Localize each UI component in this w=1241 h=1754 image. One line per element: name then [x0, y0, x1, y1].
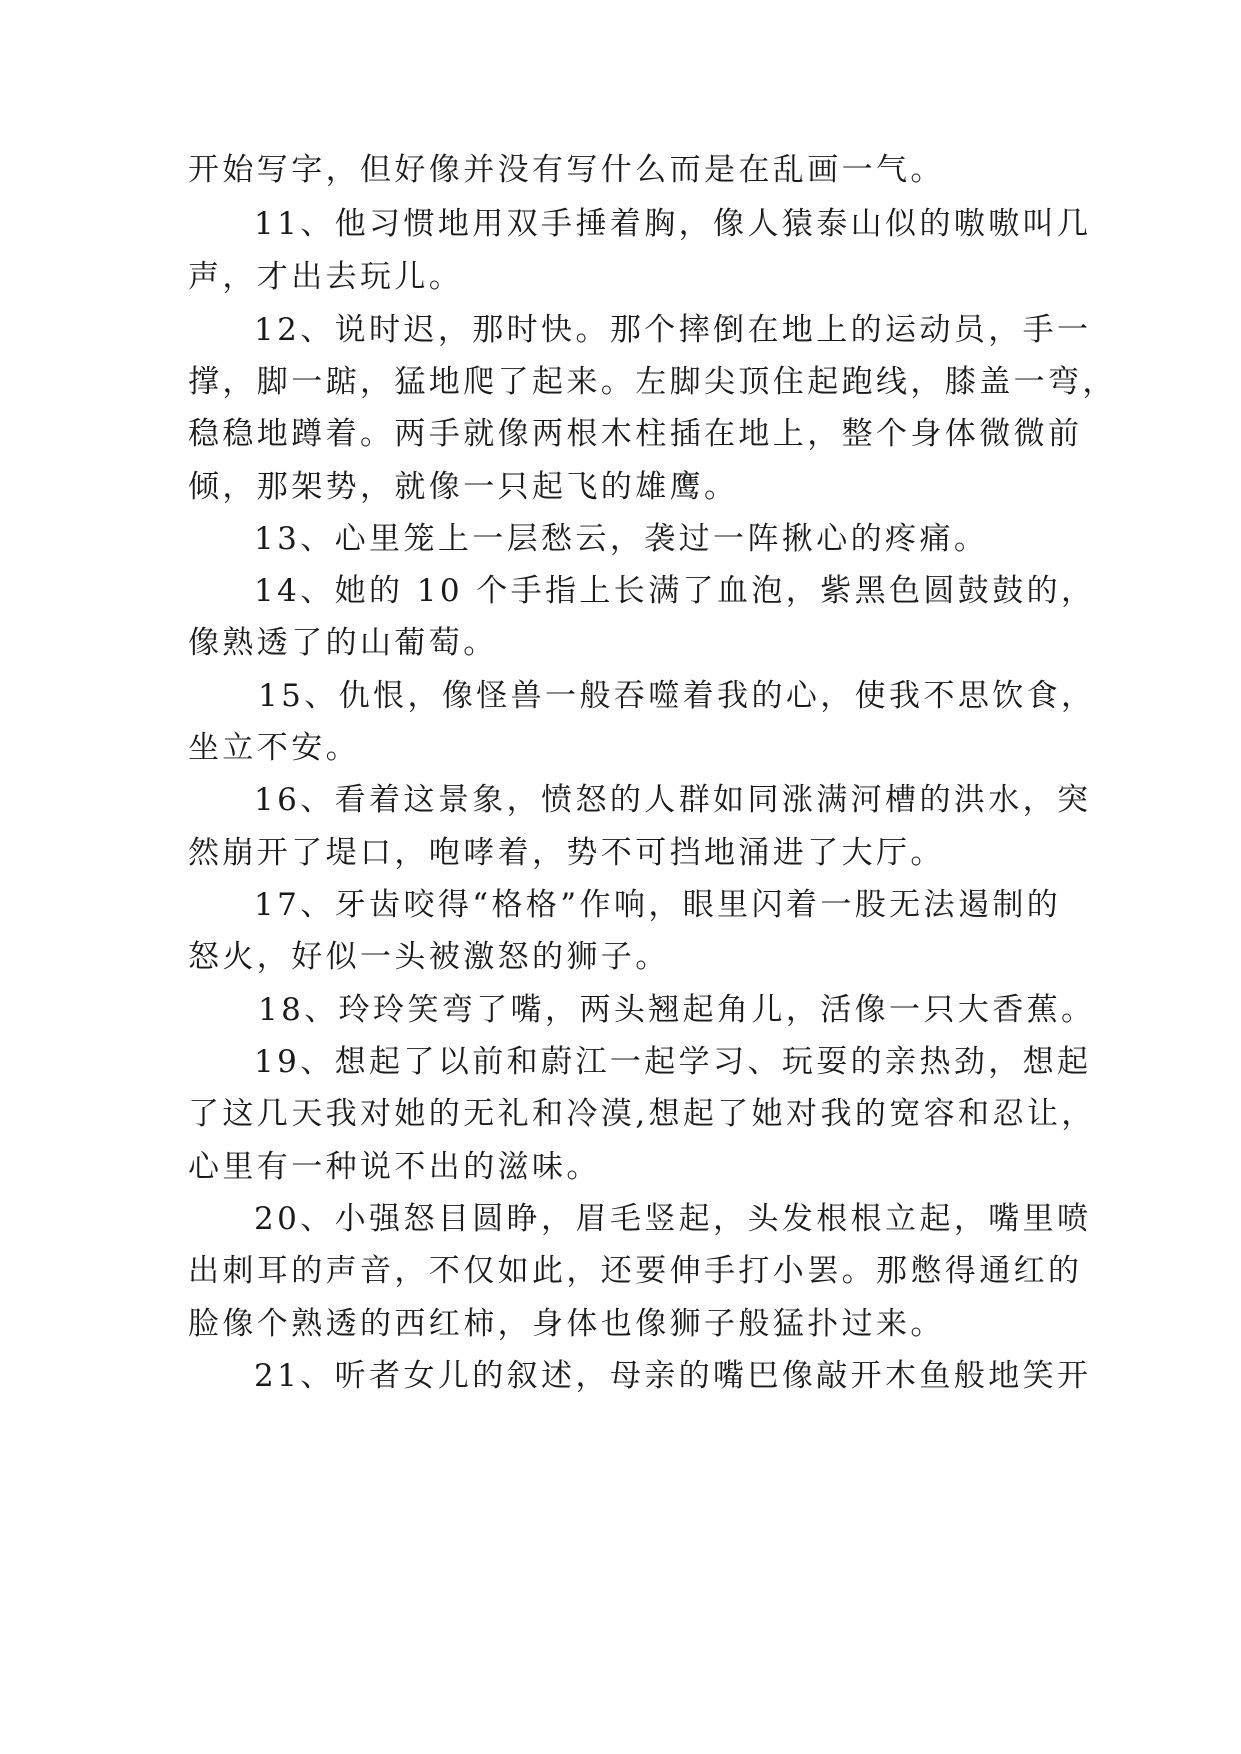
item-12-line-1: 12、说时迟，那时快。那个摔倒在地上的运动员，手一	[254, 312, 1092, 348]
text-line: 坐立不安。	[188, 730, 360, 766]
text-line: 脸像个熟透的西红柿，身体也像狮子般猛扑过来。	[188, 1306, 945, 1342]
text-line: 怒火，好似一头被激怒的狮子。	[188, 939, 670, 975]
text-line: 倾，那架势，就像一只起飞的雄鹰。	[188, 469, 739, 505]
text-line: 心里有一种说不出的滋味。	[188, 1149, 601, 1185]
text-line: 撑，脚一踮，猛地爬了起来。左脚尖顶住起跑线，膝盖一弯，	[188, 364, 1117, 400]
item-15-line-1: 15、仇恨，像怪兽一般吞噬着我的心，使我不思饮食，	[258, 678, 1096, 714]
text-line: 出刺耳的声音，不仅如此，还要伸手打小罢。那憋得通红的	[188, 1253, 1083, 1289]
text-line: 开始写字，但好像并没有写什么而是在乱画一气。	[188, 152, 945, 188]
text-line: 稳稳地蹲着。两手就像两根木柱插在地上，整个身体微微前	[188, 416, 1083, 452]
item-18-line-1: 18、玲玲笑弯了嘴，两头翘起角儿，活像一只大香蕉。	[258, 992, 1096, 1028]
item-21-line-1: 21、听者女儿的叙述，母亲的嘴巴像敲开木鱼般地笑开	[254, 1358, 1092, 1394]
text-line: 了这几天我对她的无礼和冷漠,想起了她对我的宽容和忍让，	[188, 1096, 1096, 1132]
item-17-line-1: 17、牙齿咬得“格格”作响，眼里闪着一股无法遏制的	[254, 887, 1062, 923]
text-line: 声，才出去玩儿。	[188, 259, 464, 295]
text-line: 像熟透了的山葡萄。	[188, 625, 498, 661]
item-19-line-1: 19、想起了以前和蔚江一起学习、玩耍的亲热劲，想起	[254, 1044, 1092, 1080]
item-14-line-1: 14、她的 10 个手指上长满了血泡，紫黑色圆鼓鼓的，	[254, 573, 1096, 609]
item-20-line-1: 20、小强怒目圆睁，眉毛竖起，头发根根立起，嘴里喷	[254, 1201, 1092, 1237]
item-16-line-1: 16、看着这景象，愤怒的人群如同涨满河槽的洪水，突	[254, 782, 1092, 818]
item-11-line-1: 11、他习惯地用双手捶着胸，像人猿泰山似的嗷嗷叫几	[254, 206, 1092, 242]
item-13-line-1: 13、心里笼上一层愁云，袭过一阵揪心的疼痛。	[254, 521, 989, 557]
text-line: 然崩开了堤口，咆哮着，势不可挡地涌进了大厅。	[188, 835, 945, 871]
